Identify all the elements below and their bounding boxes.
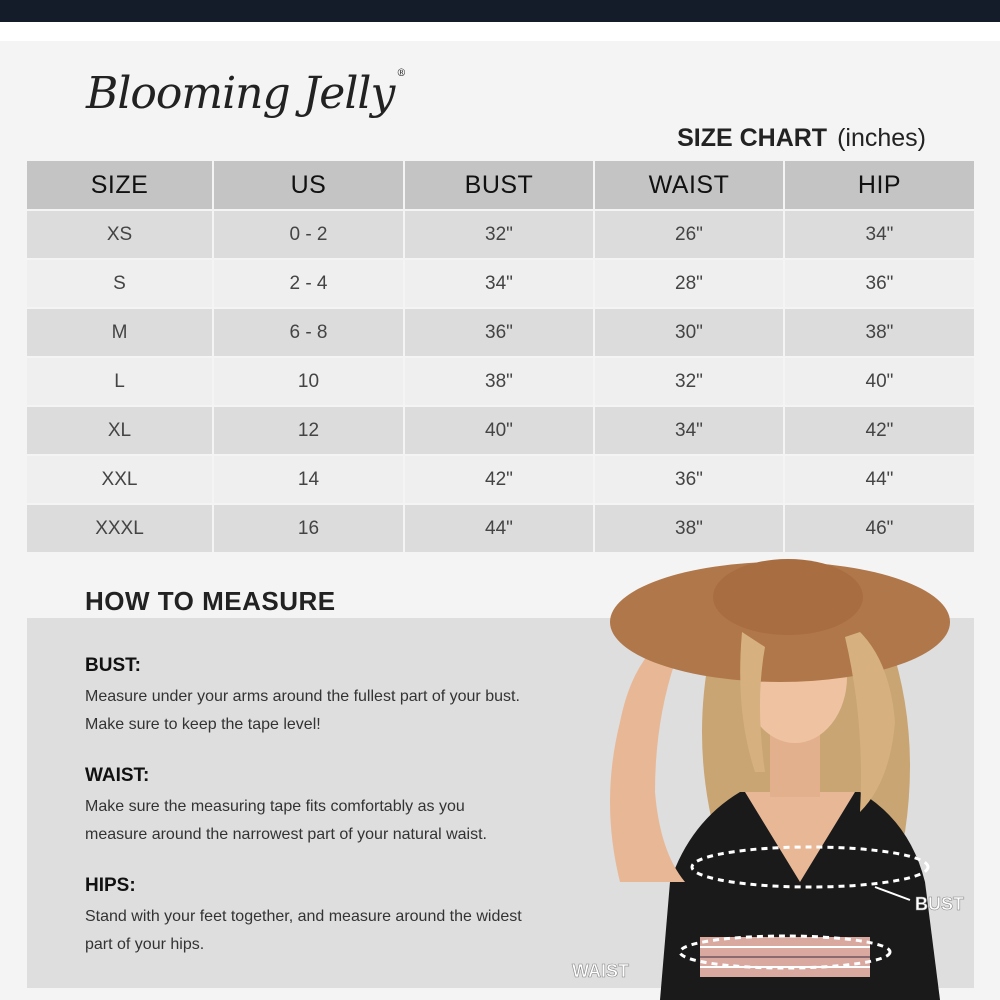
measure-line: part of your hips. [85,936,205,953]
cell-size: XXXL [27,504,213,553]
waist-label: WAIST [572,961,629,981]
table-row [27,308,974,357]
cell-waist: 38" [594,504,784,553]
size-table [27,161,974,554]
brand-mark: ® [396,68,406,79]
brand-name: Blooming Jelly [86,68,395,119]
measure-line: measure around the narrowest part of your natural waist. [85,826,487,843]
cell-us: 6 - 8 [213,308,404,357]
cell-size: M [27,308,213,357]
cell-size: L [27,357,213,406]
cell-bust: 38" [404,357,594,406]
cell-us: 0 - 2 [213,210,404,259]
cell-size: S [27,259,213,308]
measure-line: Make sure to keep the tape level! [85,716,321,733]
measure-text [85,793,585,849]
cell-hip: 46" [784,504,974,553]
measure-label: BUST: [85,655,141,676]
cell-waist: 34" [594,406,784,455]
cell-bust: 32" [404,210,594,259]
measure-line: Make sure the measuring tape fits comfortably as you [85,798,465,815]
cell-hip: 44" [784,455,974,504]
measure-line: Measure under your arms around the fullest part of your bust. [85,688,520,705]
cell-size: XL [27,406,213,455]
cell-us: 16 [213,504,404,553]
chart-title [677,124,926,153]
cell-hip: 34" [784,210,974,259]
cell-us: 10 [213,357,404,406]
measure-text [85,683,585,739]
table-row [27,259,974,308]
cell-us: 12 [213,406,404,455]
measure-bust [85,655,585,739]
cell-waist: 28" [594,259,784,308]
model-photo [560,552,1000,1000]
measure-label: WAIST: [85,765,150,786]
cell-waist: 26" [594,210,784,259]
table-row [27,455,974,504]
header-size: SIZE [27,161,213,210]
cell-bust: 44" [404,504,594,553]
brand-logo [86,68,405,119]
table-row [27,357,974,406]
arm-shape [610,647,685,882]
how-to-measure-heading: HOW TO MEASURE [85,586,336,616]
header-waist: WAIST [594,161,784,210]
measure-label: HIPS: [85,875,136,896]
cell-waist: 36" [594,455,784,504]
measure-hips [85,875,585,959]
cell-waist: 32" [594,357,784,406]
cell-hip: 42" [784,406,974,455]
table-row [27,504,974,553]
cell-bust: 36" [404,308,594,357]
bust-label: BUST [915,894,964,914]
measure-waist [85,765,585,849]
cell-size: XXL [27,455,213,504]
header-hip: HIP [784,161,974,210]
top-bar [0,0,1000,22]
chart-title-text: SIZE CHART [677,124,828,152]
chart-unit: (inches) [837,124,926,152]
header-bust: BUST [404,161,594,210]
cell-hip: 40" [784,357,974,406]
cell-bust: 34" [404,259,594,308]
header-us: US [213,161,404,210]
measure-text [85,903,585,959]
cell-size: XS [27,210,213,259]
cell-us: 14 [213,455,404,504]
table-row [27,210,974,259]
cell-waist: 30" [594,308,784,357]
cell-hip: 38" [784,308,974,357]
table-header-row [27,161,974,210]
table-row [27,406,974,455]
cell-bust: 40" [404,406,594,455]
measure-line: Stand with your feet together, and measure around the widest [85,908,522,925]
cell-hip: 36" [784,259,974,308]
cell-us: 2 - 4 [213,259,404,308]
hat-crown [713,559,863,635]
cell-bust: 42" [404,455,594,504]
